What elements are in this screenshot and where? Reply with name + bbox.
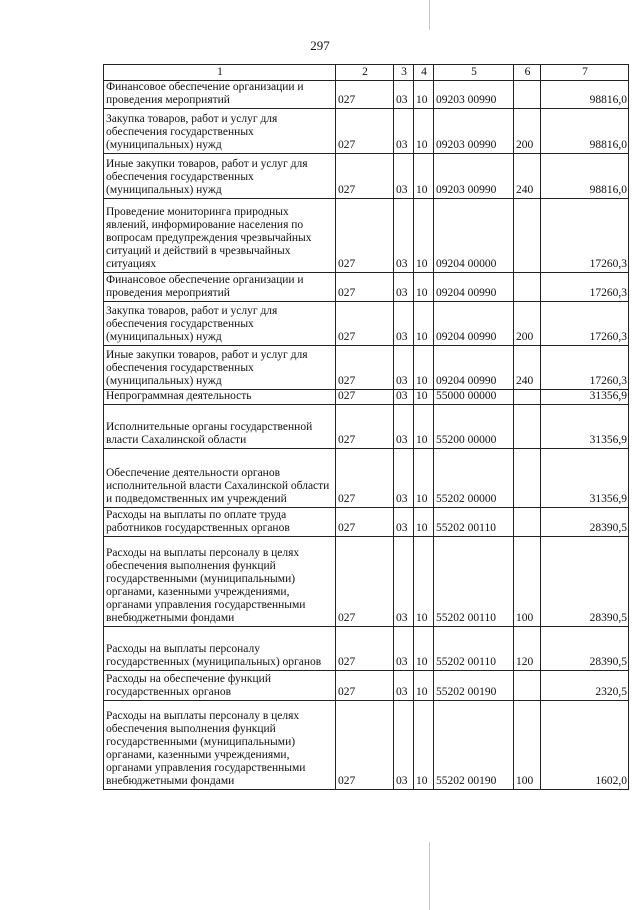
column-header: 1 — [104, 65, 336, 81]
amount-cell: 17260,3 — [541, 302, 629, 346]
section-code-cell: 03 — [394, 449, 414, 508]
section-code-cell: 03 — [394, 701, 414, 790]
subsection-code-cell: 10 — [414, 627, 434, 671]
row-name-cell: Иные закупки товаров, работ и услуг для обеспечения государственных (муниципальных) нужд — [104, 346, 336, 390]
table-row — [104, 508, 629, 537]
subsection-code-cell: 10 — [414, 273, 434, 302]
subsection-code-cell: 10 — [414, 302, 434, 346]
table-header-row — [104, 65, 629, 81]
table-row — [104, 302, 629, 346]
expense-type-cell — [514, 199, 541, 273]
target-article-cell: 09204 00000 — [434, 199, 514, 273]
table-row — [104, 390, 629, 405]
target-article-cell: 55200 00000 — [434, 405, 514, 449]
target-article-cell: 55202 00190 — [434, 701, 514, 790]
budget-table — [103, 64, 629, 790]
subsection-code-cell: 10 — [414, 199, 434, 273]
ministry-code-cell: 027 — [336, 671, 394, 701]
table-row — [104, 627, 629, 671]
section-code-cell: 03 — [394, 273, 414, 302]
column-header: 2 — [336, 65, 394, 81]
ministry-code-cell: 027 — [336, 701, 394, 790]
fold-mark-top — [429, 0, 430, 30]
expense-type-cell — [514, 81, 541, 109]
section-code-cell: 03 — [394, 154, 414, 199]
table-row — [104, 405, 629, 449]
expense-type-cell — [514, 273, 541, 302]
table-row — [104, 701, 629, 790]
row-name-cell: Финансовое обеспечение организации и проведения мероприятий — [104, 273, 336, 302]
expense-type-cell — [514, 405, 541, 449]
target-article-cell: 09203 00990 — [434, 154, 514, 199]
ministry-code-cell: 027 — [336, 346, 394, 390]
target-article-cell: 09204 00990 — [434, 273, 514, 302]
column-header: 4 — [414, 65, 434, 81]
subsection-code-cell: 10 — [414, 449, 434, 508]
amount-cell: 98816,0 — [541, 109, 629, 154]
subsection-code-cell: 10 — [414, 508, 434, 537]
section-code-cell: 03 — [394, 346, 414, 390]
subsection-code-cell: 10 — [414, 537, 434, 627]
page-number: 297 — [310, 38, 330, 53]
ministry-code-cell: 027 — [336, 302, 394, 346]
row-name-cell: Проведение мониторинга природных явлений, информирование населения по вопросам предупреждения чрезвычайных ситуаций и действий в чрезвычайных ситуациях — [104, 199, 336, 273]
amount-cell: 17260,3 — [541, 273, 629, 302]
row-name-cell: Непрограммная деятельность — [104, 390, 336, 405]
section-code-cell: 03 — [394, 537, 414, 627]
target-article-cell: 55202 00190 — [434, 671, 514, 701]
subsection-code-cell: 10 — [414, 346, 434, 390]
section-code-cell: 03 — [394, 81, 414, 109]
subsection-code-cell: 10 — [414, 701, 434, 790]
section-code-cell: 03 — [394, 390, 414, 405]
target-article-cell: 09204 00990 — [434, 302, 514, 346]
ministry-code-cell: 027 — [336, 154, 394, 199]
column-header: 3 — [394, 65, 414, 81]
target-article-cell: 55202 00110 — [434, 537, 514, 627]
target-article-cell: 09203 00990 — [434, 81, 514, 109]
amount-cell: 98816,0 — [541, 154, 629, 199]
target-article-cell: 55202 00000 — [434, 449, 514, 508]
amount-cell: 2320,5 — [541, 671, 629, 701]
expense-type-cell: 240 — [514, 154, 541, 199]
ministry-code-cell: 027 — [336, 405, 394, 449]
ministry-code-cell: 027 — [336, 627, 394, 671]
amount-cell: 31356,9 — [541, 390, 629, 405]
expense-type-cell: 100 — [514, 701, 541, 790]
table-row — [104, 109, 629, 154]
table-row — [104, 346, 629, 390]
target-article-cell: 55202 00110 — [434, 508, 514, 537]
row-name-cell: Финансовое обеспечение организации и проведения мероприятий — [104, 81, 336, 109]
subsection-code-cell: 10 — [414, 671, 434, 701]
expense-type-cell: 240 — [514, 346, 541, 390]
fold-mark-bottom — [429, 842, 430, 910]
amount-cell: 98816,0 — [541, 81, 629, 109]
subsection-code-cell: 10 — [414, 109, 434, 154]
row-name-cell: Исполнительные органы государственной власти Сахалинской области — [104, 405, 336, 449]
target-article-cell: 55000 00000 — [434, 390, 514, 405]
column-header: 7 — [541, 65, 629, 81]
amount-cell: 31356,9 — [541, 449, 629, 508]
ministry-code-cell: 027 — [336, 199, 394, 273]
table-row — [104, 449, 629, 508]
expense-type-cell: 100 — [514, 537, 541, 627]
ministry-code-cell: 027 — [336, 109, 394, 154]
row-name-cell: Расходы на выплаты персоналу в целях обеспечения выполнения функций государственными (муниципальными) органами, казенными учреждениями, органами управления государственными внебюджетными фондами — [104, 537, 336, 627]
table-row — [104, 671, 629, 701]
ministry-code-cell: 027 — [336, 273, 394, 302]
ministry-code-cell: 027 — [336, 81, 394, 109]
section-code-cell: 03 — [394, 671, 414, 701]
amount-cell: 17260,3 — [541, 199, 629, 273]
expense-type-cell — [514, 671, 541, 701]
target-article-cell: 09203 00990 — [434, 109, 514, 154]
ministry-code-cell: 027 — [336, 537, 394, 627]
expense-type-cell: 200 — [514, 302, 541, 346]
section-code-cell: 03 — [394, 302, 414, 346]
section-code-cell: 03 — [394, 508, 414, 537]
subsection-code-cell: 10 — [414, 390, 434, 405]
amount-cell: 28390,5 — [541, 508, 629, 537]
expense-type-cell — [514, 449, 541, 508]
row-name-cell: Расходы на обеспечение функций государственных органов — [104, 671, 336, 701]
ministry-code-cell: 027 — [336, 508, 394, 537]
row-name-cell: Закупка товаров, работ и услуг для обеспечения государственных (муниципальных) нужд — [104, 302, 336, 346]
row-name-cell: Обеспечение деятельности органов исполнительной власти Сахалинской области и подведомственных им учреждений — [104, 449, 336, 508]
column-header: 5 — [434, 65, 514, 81]
expense-type-cell — [514, 508, 541, 537]
table-row — [104, 154, 629, 199]
section-code-cell: 03 — [394, 109, 414, 154]
row-name-cell: Закупка товаров, работ и услуг для обеспечения государственных (муниципальных) нужд — [104, 109, 336, 154]
table-row — [104, 273, 629, 302]
table-row — [104, 537, 629, 627]
amount-cell: 28390,5 — [541, 627, 629, 671]
ministry-code-cell: 027 — [336, 449, 394, 508]
column-header: 6 — [514, 65, 541, 81]
table-row — [104, 199, 629, 273]
section-code-cell: 03 — [394, 199, 414, 273]
row-name-cell: Расходы на выплаты по оплате труда работников государственных органов — [104, 508, 336, 537]
row-name-cell: Расходы на выплаты персоналу в целях обеспечения выполнения функций государственными (муниципальными) органами, казенными учреждениями, органами управления государственными внебюджетными фондами — [104, 701, 336, 790]
row-name-cell: Иные закупки товаров, работ и услуг для обеспечения государственных (муниципальных) нужд — [104, 154, 336, 199]
amount-cell: 17260,3 — [541, 346, 629, 390]
expense-type-cell — [514, 390, 541, 405]
subsection-code-cell: 10 — [414, 81, 434, 109]
amount-cell: 1602,0 — [541, 701, 629, 790]
table-row — [104, 81, 629, 109]
target-article-cell: 09204 00990 — [434, 346, 514, 390]
section-code-cell: 03 — [394, 627, 414, 671]
row-name-cell: Расходы на выплаты персоналу государственных (муниципальных) органов — [104, 627, 336, 671]
section-code-cell: 03 — [394, 405, 414, 449]
target-article-cell: 55202 00110 — [434, 627, 514, 671]
amount-cell: 31356,9 — [541, 405, 629, 449]
subsection-code-cell: 10 — [414, 154, 434, 199]
expense-type-cell: 200 — [514, 109, 541, 154]
expense-type-cell: 120 — [514, 627, 541, 671]
amount-cell: 28390,5 — [541, 537, 629, 627]
ministry-code-cell: 027 — [336, 390, 394, 405]
subsection-code-cell: 10 — [414, 405, 434, 449]
